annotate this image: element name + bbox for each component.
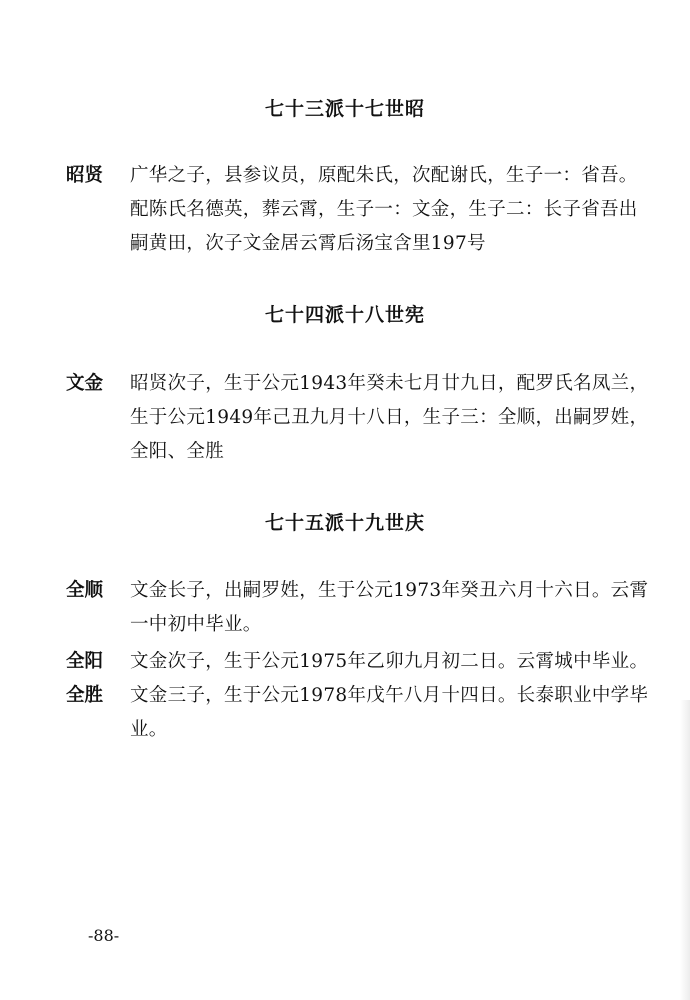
entry-quanyang [66, 645, 666, 679]
entry-line: 广华之子，县参议员，原配朱氏，次配谢氏，生子一：省吾。 [130, 165, 638, 186]
entry-line: 一中初中毕业。 [130, 614, 262, 635]
entry-line: 生于公元1949年己丑九月十八日，生子三：全顺，出嗣罗姓， [130, 407, 649, 428]
entry-line: 昭贤次子，生于公元1943年癸未七月廿九日，配罗氏名凤兰， [130, 373, 649, 394]
entry-line: 文金三子，生于公元1978年戊午八月十四日。长泰职业中学毕 [130, 685, 649, 706]
entry-name: 文金 [66, 373, 104, 394]
entry-line: 配陈氏名德英，葬云霄，生子一：文金，生子二：长子省吾出 [130, 199, 638, 220]
entry-text [130, 645, 658, 679]
entry-text [130, 367, 658, 469]
section-heading-73: 七十三派十七世昭 [264, 98, 425, 120]
entry-text [130, 159, 658, 261]
page-number: -88- [88, 926, 120, 945]
scan-edge-shading [680, 700, 690, 1000]
entry-line: 业。 [130, 719, 168, 740]
entry-text [130, 679, 658, 747]
entry-text [130, 574, 658, 642]
entry-quanshun [66, 574, 666, 642]
entry-line: 文金长子，出嗣罗姓，生于公元1973年癸丑六月十六日。云霄 [130, 580, 649, 601]
entry-name: 昭贤 [66, 165, 104, 186]
entry-line: 嗣黄田，次子文金居云霄后汤宝含里197号 [130, 233, 486, 254]
entry-name: 全顺 [66, 580, 104, 601]
entry-wenjin [66, 367, 666, 477]
entry-name: 全胜 [66, 685, 104, 706]
entry-line: 全阳、全胜 [130, 441, 225, 462]
section-heading-75: 七十五派十九世庆 [264, 512, 425, 534]
entry-name: 全阳 [66, 651, 104, 672]
entry-quansheng [66, 679, 666, 747]
entry-zhaoxian [66, 159, 666, 269]
entry-line: 文金次子，生于公元1975年乙卯九月初二日。云霄城中毕业。 [130, 651, 649, 672]
section-heading-74: 七十四派十八世宪 [264, 304, 425, 326]
